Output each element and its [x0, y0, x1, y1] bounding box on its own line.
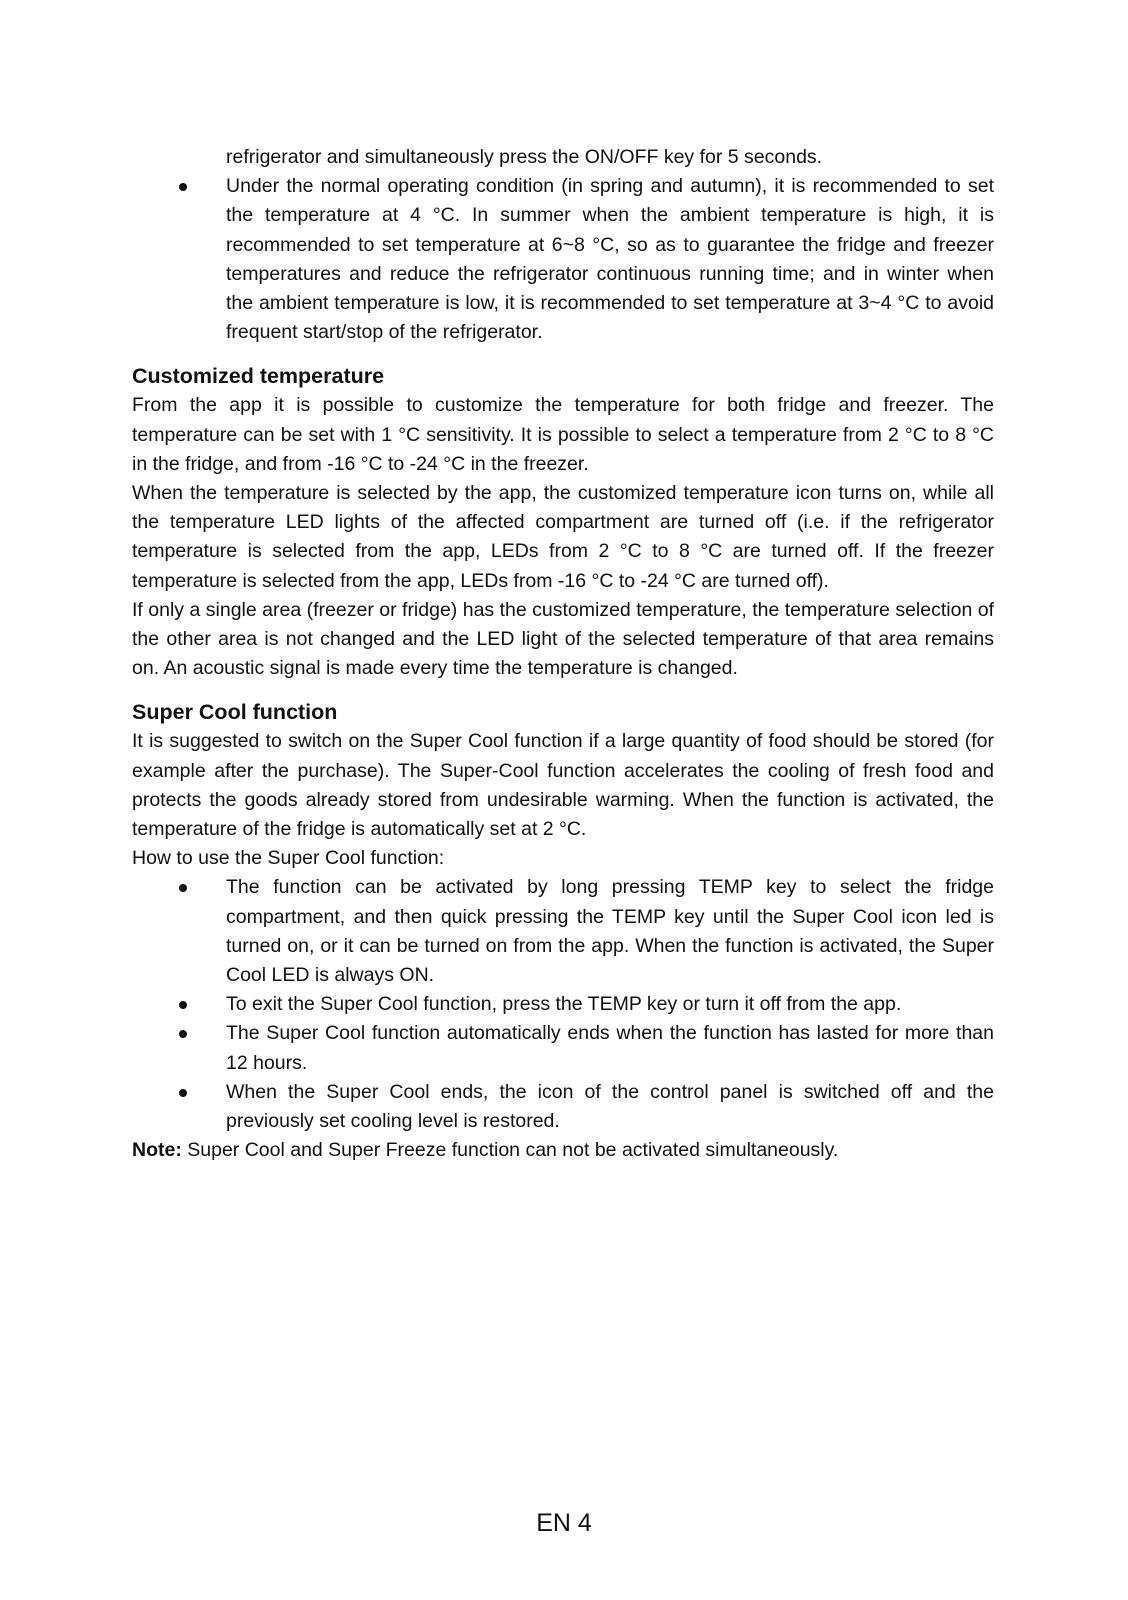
paragraph: How to use the Super Cool function:: [132, 847, 445, 870]
bullet-icon: [179, 884, 187, 892]
list-item-text: Under the normal operating condition (in spring and autumn), it is recommended to set the temperature at 4 °C. In summer when the ambient temperature is high, it is recommended to set temperature at 6~8 °C, so as to guarantee the fridge and freezer temperatures and reduce the refrigerator continuous running time; and in winter when the ambient temperature is low, it is recommended to set temperature at 3~4 °C to avoid frequent start/stop of the refrigerator.: [226, 175, 994, 344]
list-item: [132, 1078, 994, 1136]
paragraph: If only a single area (freezer or fridge) has the customized temperature, the temperature selection of the other area is not changed and the LED light of the selected temperature of that area remains on. An acoustic signal is made every time the temperature is changed.: [132, 598, 994, 680]
page-number: EN 4: [536, 1509, 592, 1537]
list-item-text: When the Super Cool ends, the icon of the control panel is switched off and the previously set cooling level is restored.: [226, 1080, 994, 1133]
list-item-text: The function can be activated by long pressing TEMP key to select the fridge compartment, and then quick pressing the TEMP key until the Super Cool icon led is turned on, or it can be turned on from the app. When the function is activated, the Super Cool LED is always ON.: [226, 876, 994, 987]
list-item: [132, 172, 994, 347]
intro-continuation: refrigerator and simultaneously press the ON/OFF key for 5 seconds.: [226, 146, 823, 168]
section-heading-customized: Customized temperature: [132, 364, 385, 389]
bullet-icon: [179, 1089, 187, 1097]
list-item: [132, 1019, 994, 1077]
list-item-text: The Super Cool function automatically ends when the function has lasted for more than 12 hours.: [226, 1022, 994, 1074]
bullet-icon: [179, 1030, 187, 1038]
note-text: Super Cool and Super Freeze function can not be activated simultaneously.: [181, 1139, 839, 1162]
section-heading-supercool: Super Cool function: [132, 700, 338, 725]
list-item: [132, 873, 994, 990]
bullet-icon: [179, 183, 187, 191]
paragraph: When the temperature is selected by the app, the customized temperature icon turns on, while all the temperature LED lights of the affected compartment are turned off (i.e. if the refrigerator temperature is selected from the app, LEDs from 2 °C to 8 °C are turned off. If the freezer temperature is selected from the app, LEDs from -16 °C to -24 °C are turned off).: [132, 482, 994, 592]
document-page: [132, 143, 994, 1166]
paragraph: It is suggested to switch on the Super Cool function if a large quantity of food should be stored (for example after the purchase). The Super-Cool function accelerates the cooling of fresh food and protects the goods already stored from undesirable warming. When the function is activated, the temperature of the fridge is automatically set at 2 °C.: [132, 730, 994, 841]
bullet-icon: [179, 1001, 187, 1009]
note: [132, 1136, 994, 1165]
list-item-text: To exit the Super Cool function, press the TEMP key or turn it off from the app.: [226, 993, 902, 1016]
supercool-bullet-list: [132, 873, 994, 1136]
list-item: [132, 990, 994, 1019]
intro-bullet-list: [132, 172, 994, 347]
paragraph: From the app it is possible to customize the temperature for both fridge and freezer. The temperature can be set with 1 °C sensitivity. It is possible to select a temperature from 2 °C to 8 °C in the fridge, and from -16 °C to -24 °C in the freezer.: [132, 394, 994, 475]
note-label: Note:: [132, 1139, 182, 1162]
